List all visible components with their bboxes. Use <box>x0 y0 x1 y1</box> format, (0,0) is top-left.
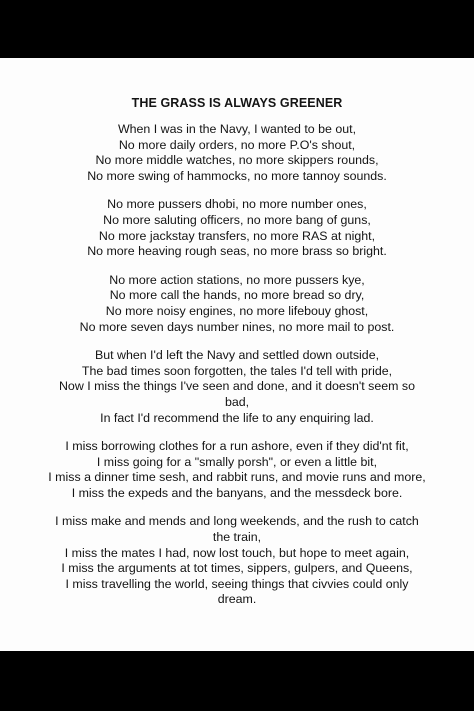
poem-line: No more middle watches, no more skippers rounds, <box>95 153 379 168</box>
poem-stanza <box>0 197 474 259</box>
poem-line: I miss travelling the world, seeing things that civvies could only <box>65 576 409 591</box>
poem-line: No more noisy engines, no more lifebouy ghost, <box>105 303 369 318</box>
poem-line: But when I'd left the Navy and settled down outside, <box>94 348 380 363</box>
poem-line: I miss the arguments at tot times, sippers, gulpers, and Queens, <box>61 561 413 576</box>
poem-title: THE GRASS IS ALWAYS GREENER <box>131 96 343 110</box>
poem-line: bad, <box>224 394 250 409</box>
poem-line: No more seven days number nines, no more mail to post. <box>79 319 395 334</box>
poem-line: No more call the hands, no more bread so dry, <box>109 288 365 303</box>
poem-line: I miss the expeds and the banyans, and the messdeck bore. <box>71 485 403 500</box>
poem-line: In fact I'd recommend the life to any enquiring lad. <box>100 410 374 425</box>
poem-stanza <box>0 122 474 184</box>
poem-line: Now I miss the things I've seen and done, and it doesn't seem so <box>58 379 415 394</box>
poem-line: the train, <box>212 530 262 545</box>
poem-line: I miss a dinner time sesh, and rabbit runs, and movie runs and more, <box>48 470 426 485</box>
poem-line: No more pussers dhobi, no more number ones, <box>107 197 367 212</box>
poem-line: No more daily orders, no more P.O's shout, <box>118 137 356 152</box>
poem-line: I miss the mates I had, now lost touch, but hope to meet again, <box>64 545 410 560</box>
poem-line: dream. <box>217 592 257 607</box>
poem-stanza <box>0 348 474 426</box>
poem-line: No more saluting officers, no more bang of guns, <box>103 212 371 227</box>
poem-page <box>0 58 474 651</box>
poem-line: No more swing of hammocks, no more tannoy sounds. <box>87 168 387 183</box>
poem-body <box>0 122 474 608</box>
poem-line: I miss make and mends and long weekends, and the rush to catch <box>55 514 419 529</box>
poem-stanza <box>0 514 474 608</box>
poem-line: I miss going for a "smally porsh", or even a little bit, <box>96 454 378 469</box>
poem-stanza <box>0 273 474 335</box>
poem-line: No more jackstay transfers, no more RAS at night, <box>98 228 376 243</box>
poem-stanza <box>0 439 474 501</box>
poem-line: The bad times soon forgotten, the tales I'd tell with pride, <box>81 363 393 378</box>
poem-line: When I was in the Navy, I wanted to be out, <box>117 122 357 136</box>
poem-line: I miss borrowing clothes for a run ashore, even if they did'nt fit, <box>65 439 409 454</box>
poem-line: No more heaving rough seas, no more brass so bright. <box>87 244 387 259</box>
poem-line: No more action stations, no more pussers kye, <box>109 272 365 287</box>
